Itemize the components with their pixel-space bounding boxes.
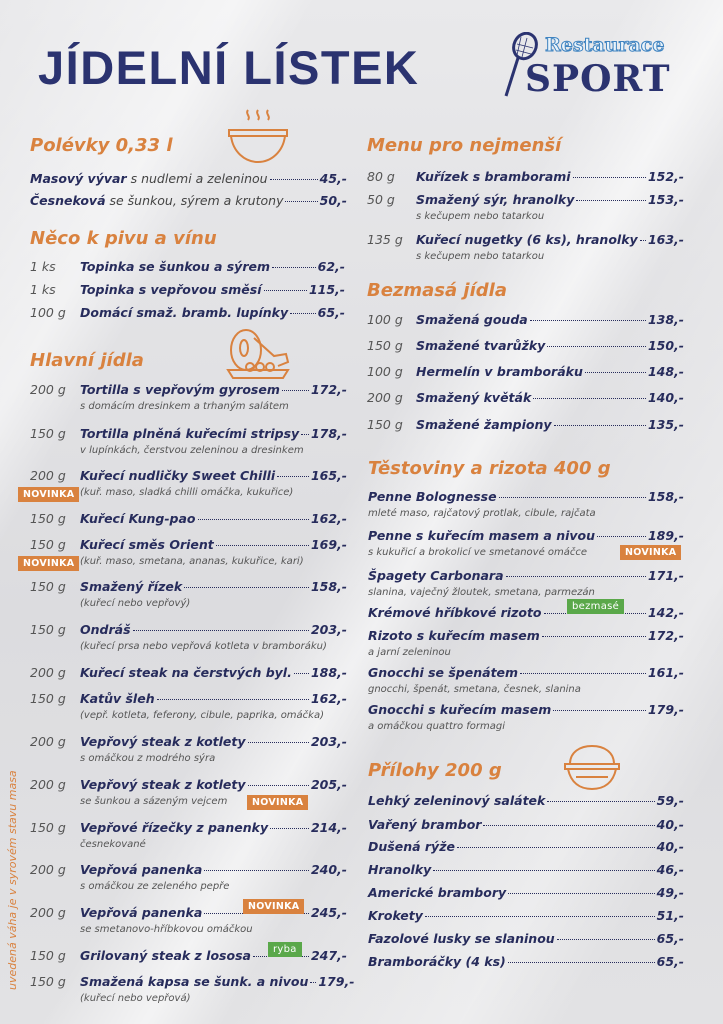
menu-item: [368, 954, 684, 969]
menu-item: [416, 417, 684, 432]
badge-bezmasé: bezmasé: [567, 599, 624, 614]
menu-item: [368, 931, 684, 946]
menu-item: [416, 338, 684, 353]
dotted-leader: [270, 828, 309, 829]
item-name: [80, 468, 275, 483]
item-price: 65,-: [656, 954, 684, 969]
dotted-leader: [557, 939, 655, 940]
item-name-text: Kuřecí Kung-pao: [80, 511, 196, 526]
item-subtitle: se smetanovo-hříbkovou omáčkou: [80, 924, 253, 935]
dotted-leader: [554, 425, 646, 426]
item-price: 161,-: [647, 665, 684, 680]
item-price: 205,-: [310, 777, 347, 792]
item-name-text: Smažená gouda: [416, 312, 528, 327]
dotted-leader: [547, 801, 654, 802]
item-name-text: Vařený brambor: [368, 817, 482, 832]
item-price: 142,-: [647, 605, 684, 620]
logo-sport: SPORT: [525, 58, 671, 100]
badge-novinka: NOVINKA: [243, 899, 304, 914]
menu-item: [368, 908, 684, 923]
item-price: 172,-: [310, 382, 347, 397]
item-weight: 150 g: [30, 622, 66, 637]
dotted-leader: [277, 476, 309, 477]
item-name-text: Česneková: [30, 193, 106, 208]
item-name-text: Smažené tvarůžky: [416, 338, 546, 353]
menu-item: [416, 169, 684, 184]
item-subtitle: se šunkou a sázeným vejcem: [80, 796, 228, 807]
item-price: 165,-: [310, 468, 347, 483]
menu-item: [416, 390, 684, 405]
dotted-leader: [508, 893, 655, 894]
item-name-text: Topinka se šunkou a sýrem: [80, 259, 270, 274]
menu-item: [416, 364, 684, 379]
item-name: [80, 579, 182, 594]
item-price: 65,-: [317, 305, 345, 320]
menu-item: [80, 862, 347, 877]
item-weight: 150 g: [30, 974, 66, 989]
section-title: Bezmasá jídla: [367, 280, 507, 301]
item-name-text: Penne Bolognesse: [368, 489, 497, 504]
menu-item: [30, 193, 347, 208]
menu-item: [368, 793, 684, 808]
item-weight: 80 g: [367, 169, 395, 184]
item-price: 40,-: [656, 817, 684, 832]
item-name-text: Smažené žampiony: [416, 417, 552, 432]
menu-item: [80, 948, 347, 963]
item-name: [368, 702, 551, 717]
item-name-text: Vepřová panenka: [80, 905, 203, 920]
item-name: [80, 734, 246, 749]
item-price: 179,-: [647, 702, 684, 717]
menu-item: [368, 665, 684, 680]
menu-item: [416, 192, 684, 207]
section-title: Něco k pivu a vínu: [30, 228, 217, 249]
item-price: 189,-: [647, 528, 684, 543]
item-price: 240,-: [310, 862, 347, 877]
dotted-leader: [425, 916, 655, 917]
item-name-text: Kuřecí steak na čerstvých byl.: [80, 665, 292, 680]
item-price: 163,-: [647, 232, 684, 247]
item-price: 138,-: [647, 312, 684, 327]
item-price: 171,-: [647, 568, 684, 583]
item-weight: 135 g: [367, 232, 403, 247]
item-weight: 150 g: [30, 426, 66, 441]
item-name: [80, 259, 270, 274]
badge-novinka: NOVINKA: [18, 556, 79, 571]
item-weight: 200 g: [30, 665, 66, 680]
item-price: 203,-: [310, 622, 347, 637]
item-name: [80, 305, 288, 320]
item-price: 115,-: [308, 282, 345, 297]
item-description: s nudlemi a zeleninou: [126, 171, 268, 186]
item-price: 214,-: [310, 820, 347, 835]
dotted-leader: [310, 982, 316, 983]
item-subtitle: (kuřecí nebo vepřový): [80, 598, 191, 609]
menu-item: [416, 312, 684, 327]
item-name-text: Vepřová panenka: [80, 862, 203, 877]
dotted-leader: [433, 870, 654, 871]
item-name-text: Topinka s vepřovou směsí: [80, 282, 262, 297]
menu-item: [80, 622, 347, 637]
item-name: [368, 954, 506, 969]
item-weight: 200 g: [30, 468, 66, 483]
item-name: [368, 605, 542, 620]
item-weight: 100 g: [367, 364, 403, 379]
item-price: 153,-: [647, 192, 684, 207]
item-price: 135,-: [647, 417, 684, 432]
weight-note: uvedená váha je v syrovém stavu masa: [6, 770, 19, 990]
dotted-leader: [294, 673, 309, 674]
item-name: [416, 192, 574, 207]
item-price: 49,-: [656, 885, 684, 900]
item-name: [80, 974, 308, 989]
item-name: [80, 691, 155, 706]
menu-item: [368, 817, 684, 832]
dotted-leader: [272, 267, 316, 268]
dotted-leader: [553, 710, 646, 711]
menu-item: [80, 305, 345, 320]
menu-item: [80, 665, 347, 680]
dotted-leader: [157, 699, 309, 700]
dotted-leader: [290, 313, 316, 314]
menu-item: [80, 777, 347, 792]
item-name-text: Krémové hříbkové rizoto: [368, 605, 542, 620]
item-subtitle: s kečupem nebo tatarkou: [416, 211, 545, 222]
menu-item: [368, 885, 684, 900]
item-name-text: Fazolové lusky se slaninou: [368, 931, 555, 946]
dotted-leader: [533, 398, 646, 399]
item-price: 40,-: [656, 839, 684, 854]
dotted-leader: [248, 785, 309, 786]
dotted-leader: [506, 576, 646, 577]
dotted-leader: [248, 742, 309, 743]
dotted-leader: [264, 290, 307, 291]
menu-item: [368, 528, 684, 543]
dotted-leader: [204, 870, 309, 871]
item-weight: 150 g: [367, 417, 403, 432]
item-name: [368, 862, 431, 877]
item-price: 162,-: [310, 691, 347, 706]
badge-novinka: NOVINKA: [18, 487, 79, 502]
item-name: [80, 665, 292, 680]
item-price: 158,-: [647, 489, 684, 504]
item-price: 51,-: [656, 908, 684, 923]
item-subtitle: a jarní zeleninou: [368, 647, 451, 658]
item-price: 188,-: [310, 665, 347, 680]
ham-icon: [224, 328, 292, 383]
dotted-leader: [301, 434, 309, 435]
item-name-text: Rizoto s kuřecím masem: [368, 628, 540, 643]
item-weight: 200 g: [30, 862, 66, 877]
menu-item: [80, 820, 347, 835]
item-name-text: Bramboráčky (4 ks): [368, 954, 506, 969]
item-price: 178,-: [310, 426, 347, 441]
item-name: [368, 665, 518, 680]
item-name-text: Kuřecí směs Orient: [80, 537, 214, 552]
item-name: [80, 511, 196, 526]
item-name-text: Dušená rýže: [368, 839, 455, 854]
item-subtitle: (kuř. maso, smetana, ananas, kukuřice, kari): [80, 556, 304, 567]
item-subtitle: (kuřecí nebo vepřová): [80, 993, 191, 1004]
item-name: [80, 622, 131, 637]
item-price: 65,-: [656, 931, 684, 946]
dotted-leader: [573, 177, 646, 178]
menu-item: [368, 839, 684, 854]
item-subtitle: s kečupem nebo tatarkou: [416, 251, 545, 262]
item-weight: 150 g: [30, 537, 66, 552]
dotted-leader: [285, 201, 317, 202]
menu-item: [368, 568, 684, 583]
menu-item: [80, 579, 347, 594]
item-price: 172,-: [647, 628, 684, 643]
item-subtitle: česnekované: [80, 839, 146, 850]
item-name-text: Krokety: [368, 908, 423, 923]
item-subtitle: s kukuřicí a brokolicí ve smetanové omáčce: [368, 547, 588, 558]
section-title: Těstoviny a rizota 400 g: [368, 458, 611, 479]
item-name-text: Domácí smaž. bramb. lupínky: [80, 305, 289, 320]
item-name-text: Americké brambory: [368, 885, 507, 900]
item-name-text: Smažená kapsa se šunk. a nivou: [80, 974, 309, 989]
item-name-text: Lehký zeleninový salátek: [368, 793, 546, 808]
item-name: [416, 312, 528, 327]
dotted-leader: [520, 673, 646, 674]
item-name-text: Hranolky: [368, 862, 432, 877]
logo-restaurace: Restaurace: [545, 34, 665, 56]
item-name: [368, 817, 481, 832]
item-name: [416, 232, 638, 247]
item-name-text: Smažený květák: [416, 390, 532, 405]
restaurant-logo: [503, 30, 698, 105]
item-price: 148,-: [647, 364, 684, 379]
item-price: 158,-: [310, 579, 347, 594]
item-description: se šunkou, sýrem a krutony: [105, 193, 284, 208]
item-name-text: Katův šleh: [80, 691, 155, 706]
item-price: 45,-: [319, 171, 347, 186]
item-name: [368, 568, 504, 583]
dotted-leader: [640, 240, 646, 241]
item-weight: 150 g: [30, 820, 66, 835]
item-subtitle: gnocchi, špenát, smetana, česnek, slanina: [368, 684, 581, 695]
item-name: [416, 338, 545, 353]
item-name: [368, 528, 595, 543]
dotted-leader: [133, 630, 309, 631]
item-weight: 100 g: [30, 305, 66, 320]
item-name-text: Vepřové řízečky z panenky: [80, 820, 269, 835]
menu-item: [80, 426, 347, 441]
item-subtitle: (kuřecí prsa nebo vepřová kotleta v bramboráku): [80, 641, 327, 652]
rice-bowl-icon: [562, 742, 622, 794]
item-price: 169,-: [310, 537, 347, 552]
item-name-text: Hermelín v bramboráku: [416, 364, 583, 379]
item-name-text: Kuřecí nudličky Sweet Chilli: [80, 468, 276, 483]
menu-item: [80, 382, 347, 397]
badge-ryba: ryba: [268, 942, 302, 957]
item-price: 162,-: [310, 511, 347, 526]
item-name-text: Kuřecí nugetky (6 ks), hranolky: [416, 232, 638, 247]
dotted-leader: [184, 587, 309, 588]
item-weight: 50 g: [367, 192, 395, 207]
item-name: [80, 777, 246, 792]
item-name-text: Vepřový steak z kotlety: [80, 777, 246, 792]
item-subtitle: a omáčkou quattro formagi: [368, 721, 506, 732]
menu-item: [80, 974, 355, 989]
item-price: 50,-: [319, 193, 347, 208]
badge-novinka: NOVINKA: [620, 545, 681, 560]
item-name-text: Špagety Carbonara: [368, 568, 504, 583]
item-subtitle: v lupínkách, čerstvou zeleninou a dresinkem: [80, 445, 304, 456]
soup-bowl-icon: [226, 108, 290, 166]
menu-item: [80, 905, 347, 920]
item-weight: 150 g: [30, 948, 66, 963]
dotted-leader: [597, 536, 646, 537]
item-name: [30, 171, 268, 186]
dotted-leader: [270, 179, 318, 180]
menu-item: [368, 702, 684, 717]
menu-item: [30, 171, 347, 186]
section-title: Polévky 0,33 l: [30, 135, 173, 156]
item-name-text: Smažený sýr, hranolky: [416, 192, 575, 207]
dotted-leader: [198, 519, 309, 520]
item-subtitle: s omáčkou ze zeleného pepře: [80, 881, 230, 892]
item-price: 179,-: [318, 974, 355, 989]
item-name: [80, 282, 262, 297]
item-name-text: Vepřový steak z kotlety: [80, 734, 246, 749]
item-name-text: Tortilla plněná kuřecími stripsy: [80, 426, 300, 441]
item-name: [80, 862, 202, 877]
menu-item: [368, 489, 684, 504]
item-weight: 200 g: [30, 777, 66, 792]
item-name-text: Ondráš: [80, 622, 131, 637]
menu-item: [80, 734, 347, 749]
item-name: [368, 908, 423, 923]
item-weight: 200 g: [367, 390, 403, 405]
item-price: 140,-: [647, 390, 684, 405]
item-name: [416, 390, 531, 405]
dotted-leader: [508, 962, 655, 963]
item-name: [368, 628, 540, 643]
item-name-text: Penne s kuřecím masem a nivou: [368, 528, 596, 543]
item-weight: 150 g: [30, 579, 66, 594]
item-subtitle: s domácím dresinkem a trhaným salátem: [80, 401, 289, 412]
dotted-leader: [547, 346, 646, 347]
item-name-text: Gnocchi se špenátem: [368, 665, 519, 680]
item-weight: 1 ks: [30, 259, 56, 274]
item-price: 152,-: [647, 169, 684, 184]
item-name-text: Grilovaný steak z lososa: [80, 948, 251, 963]
item-name: [30, 193, 283, 208]
dotted-leader: [457, 847, 655, 848]
item-name: [80, 905, 202, 920]
section-title: Menu pro nejmenší: [367, 135, 562, 156]
item-weight: 150 g: [30, 511, 66, 526]
item-name: [80, 537, 214, 552]
menu-item: [368, 628, 684, 643]
item-weight: 150 g: [367, 338, 403, 353]
badge-novinka: NOVINKA: [247, 795, 308, 810]
page-title: JÍDELNÍ LÍSTEK: [38, 41, 420, 94]
item-subtitle: mleté maso, rajčatový protlak, cibule, rajčata: [368, 508, 596, 519]
menu-item: [368, 605, 684, 620]
item-subtitle: (kuř. maso, sladká chilli omáčka, kukuřice): [80, 487, 294, 498]
dotted-leader: [576, 200, 646, 201]
item-subtitle: (vepř. kotleta, feferony, cibule, paprika, omáčka): [80, 710, 324, 721]
item-price: 46,-: [656, 862, 684, 877]
item-price: 203,-: [310, 734, 347, 749]
item-name: [416, 417, 552, 432]
item-name-text: Gnocchi s kuřecím masem: [368, 702, 552, 717]
dotted-leader: [530, 320, 646, 321]
item-price: 62,-: [317, 259, 345, 274]
dotted-leader: [499, 497, 646, 498]
item-weight: 1 ks: [30, 282, 56, 297]
item-weight: 100 g: [367, 312, 403, 327]
dotted-leader: [282, 390, 309, 391]
menu-item: [80, 468, 347, 483]
item-name: [416, 169, 571, 184]
item-subtitle: slanina, vaječný žloutek, smetana, parmezán: [368, 587, 595, 598]
dotted-leader: [483, 825, 654, 826]
menu-item: [80, 282, 345, 297]
item-price: 59,-: [656, 793, 684, 808]
item-name: [368, 793, 545, 808]
item-name: [416, 364, 583, 379]
item-name: [80, 820, 268, 835]
item-weight: 200 g: [30, 382, 66, 397]
dotted-leader: [216, 545, 309, 546]
section-title: Hlavní jídla: [30, 350, 144, 371]
item-name: [80, 948, 251, 963]
section-title: Přílohy 200 g: [368, 760, 502, 781]
item-price: 245,-: [310, 905, 347, 920]
menu-item: [80, 259, 345, 274]
item-weight: 150 g: [30, 691, 66, 706]
item-weight: 200 g: [30, 905, 66, 920]
item-price: 247,-: [310, 948, 347, 963]
item-name-text: Masový vývar: [30, 171, 127, 186]
item-name-text: Tortilla s vepřovým gyrosem: [80, 382, 280, 397]
menu-item: [416, 232, 684, 247]
item-name-text: Smažený řízek: [80, 579, 183, 594]
item-name: [368, 931, 555, 946]
menu-item: [368, 862, 684, 877]
menu-item: [80, 511, 347, 526]
item-name: [80, 426, 299, 441]
item-name: [368, 839, 455, 854]
menu-item: [80, 537, 347, 552]
item-price: 150,-: [647, 338, 684, 353]
item-name: [368, 885, 506, 900]
item-weight: 200 g: [30, 734, 66, 749]
item-name: [368, 489, 497, 504]
dotted-leader: [585, 372, 646, 373]
dotted-leader: [542, 636, 646, 637]
menu-item: [80, 691, 347, 706]
item-name-text: Kuřízek s bramborami: [416, 169, 571, 184]
item-subtitle: s omáčkou z modrého sýra: [80, 753, 216, 764]
item-name: [80, 382, 280, 397]
